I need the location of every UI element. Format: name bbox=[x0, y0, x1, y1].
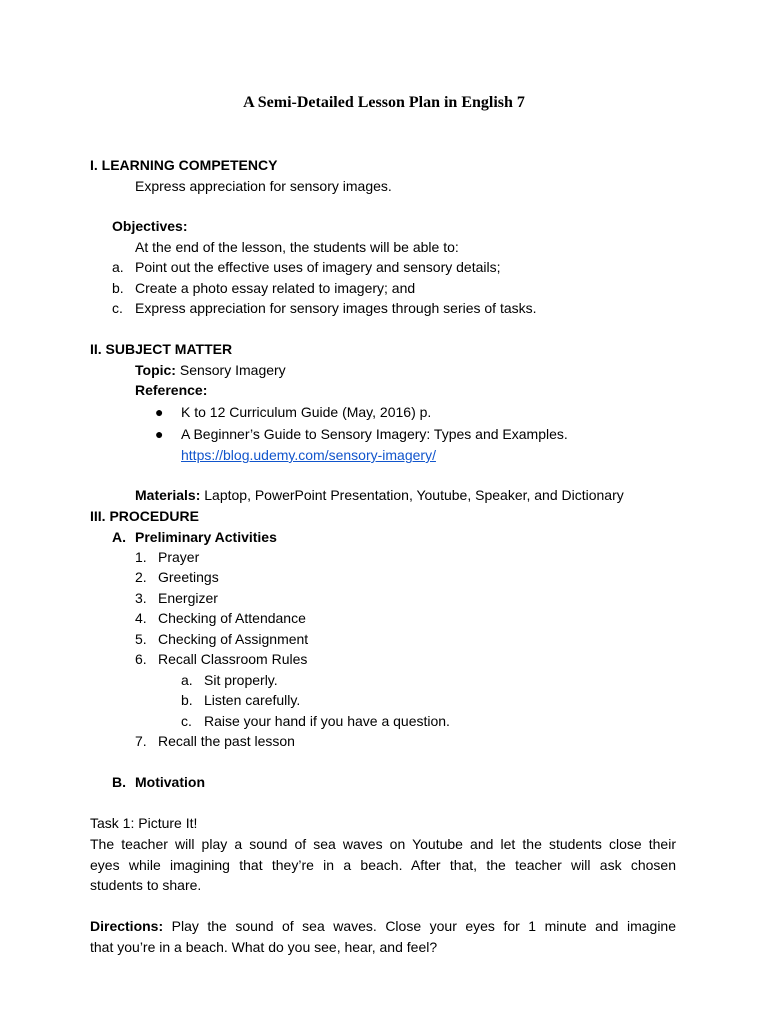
materials-value: Laptop, PowerPoint Presentation, Youtube, Speaker, and Dictionary bbox=[200, 487, 624, 503]
part-b-marker: B. bbox=[112, 774, 126, 790]
rule-item bbox=[181, 670, 278, 691]
activity-item bbox=[135, 629, 308, 650]
topic-value: Sensory Imagery bbox=[175, 362, 286, 378]
part-b-title: Motivation bbox=[135, 774, 205, 790]
bullet-icon: ● bbox=[155, 426, 164, 442]
activity-text: Prayer bbox=[158, 549, 200, 565]
activity-text: Checking of Assignment bbox=[158, 631, 309, 647]
activity-item bbox=[135, 649, 307, 670]
objective-marker: c. bbox=[112, 300, 123, 316]
activity-item bbox=[135, 608, 306, 629]
directions-label: Directions: bbox=[90, 918, 164, 934]
objective-marker: a. bbox=[112, 259, 124, 275]
task-title: Task 1: Picture It! bbox=[90, 815, 198, 831]
task-description-line: The teacher will play a sound of sea waves on Youtube and let the students close their bbox=[90, 836, 676, 852]
reference-label: Reference: bbox=[135, 382, 208, 398]
activity-marker: 2. bbox=[135, 569, 147, 585]
activity-text: Recall the past lesson bbox=[158, 733, 295, 749]
activity-marker: 4. bbox=[135, 610, 147, 626]
objective-item bbox=[112, 278, 415, 299]
activity-text: Recall Classroom Rules bbox=[158, 651, 308, 667]
reference-text: K to 12 Curriculum Guide (May, 2016) p. bbox=[181, 404, 432, 420]
activity-item bbox=[135, 588, 218, 609]
task-description-line: eyes while imagining that they’re in a beach. After that, the teacher will ask chosen bbox=[90, 856, 676, 873]
activity-text: Checking of Attendance bbox=[158, 610, 306, 626]
part-a-marker: A. bbox=[112, 529, 126, 545]
topic-line bbox=[135, 360, 286, 381]
activity-item bbox=[135, 731, 295, 752]
objectives-heading: Objectives: bbox=[112, 218, 188, 234]
task-description bbox=[90, 834, 676, 896]
objective-item bbox=[112, 257, 501, 278]
reference-text: A Beginner’s Guide to Sensory Imagery: Types and Examples. bbox=[181, 426, 568, 442]
rule-text: Raise your hand if you have a question. bbox=[204, 713, 450, 729]
part-a-title: Preliminary Activities bbox=[135, 529, 277, 545]
objectives-intro: At the end of the lesson, the students will be able to: bbox=[135, 239, 459, 255]
activity-marker: 5. bbox=[135, 631, 147, 647]
objective-text: Express appreciation for sensory images through series of tasks. bbox=[135, 300, 537, 316]
directions-line: that you’re in a beach. What do you see, hear, and feel? bbox=[90, 938, 438, 955]
rule-item bbox=[181, 690, 300, 711]
materials-line bbox=[135, 485, 624, 506]
section-learning-competency-heading: I. LEARNING COMPETENCY bbox=[90, 157, 278, 173]
reference-link[interactable]: https://blog.udemy.com/sensory-imagery/ bbox=[181, 447, 436, 463]
rule-marker: a. bbox=[181, 672, 193, 688]
rule-text: Sit properly. bbox=[204, 672, 278, 688]
rule-text: Listen carefully. bbox=[204, 692, 301, 708]
objective-text: Create a photo essay related to imagery; and bbox=[135, 280, 416, 296]
objective-marker: b. bbox=[112, 280, 124, 296]
activity-marker: 1. bbox=[135, 549, 147, 565]
document-title: A Semi-Detailed Lesson Plan in English 7 bbox=[243, 94, 525, 111]
task-description-line: students to share. bbox=[90, 877, 202, 893]
materials-label: Materials: bbox=[135, 487, 201, 503]
activity-marker: 7. bbox=[135, 733, 147, 749]
rule-marker: c. bbox=[181, 713, 192, 729]
part-b-heading bbox=[112, 772, 205, 793]
directions-line bbox=[90, 916, 676, 937]
activity-item bbox=[135, 567, 219, 588]
section-procedure-heading: III. PROCEDURE bbox=[90, 508, 199, 524]
objective-text: Point out the effective uses of imagery and sensory details; bbox=[135, 259, 501, 275]
rule-marker: b. bbox=[181, 692, 193, 708]
reference-item bbox=[155, 424, 568, 445]
section-subject-matter-heading: II. SUBJECT MATTER bbox=[90, 341, 233, 357]
rule-item bbox=[181, 711, 450, 732]
directions-text: Play the sound of sea waves. Close your eyes for 1 minute and imagine bbox=[163, 918, 676, 934]
competency-text: Express appreciation for sensory images. bbox=[135, 178, 392, 194]
topic-label: Topic: bbox=[135, 362, 176, 378]
activity-text: Energizer bbox=[158, 590, 218, 606]
activity-item bbox=[135, 547, 199, 568]
activity-text: Greetings bbox=[158, 569, 219, 585]
directions-paragraph bbox=[90, 916, 676, 957]
bullet-icon: ● bbox=[155, 404, 164, 420]
activity-marker: 3. bbox=[135, 590, 147, 606]
objective-item bbox=[112, 298, 537, 319]
part-a-heading bbox=[112, 527, 277, 548]
reference-item bbox=[155, 402, 431, 423]
activity-marker: 6. bbox=[135, 651, 147, 667]
